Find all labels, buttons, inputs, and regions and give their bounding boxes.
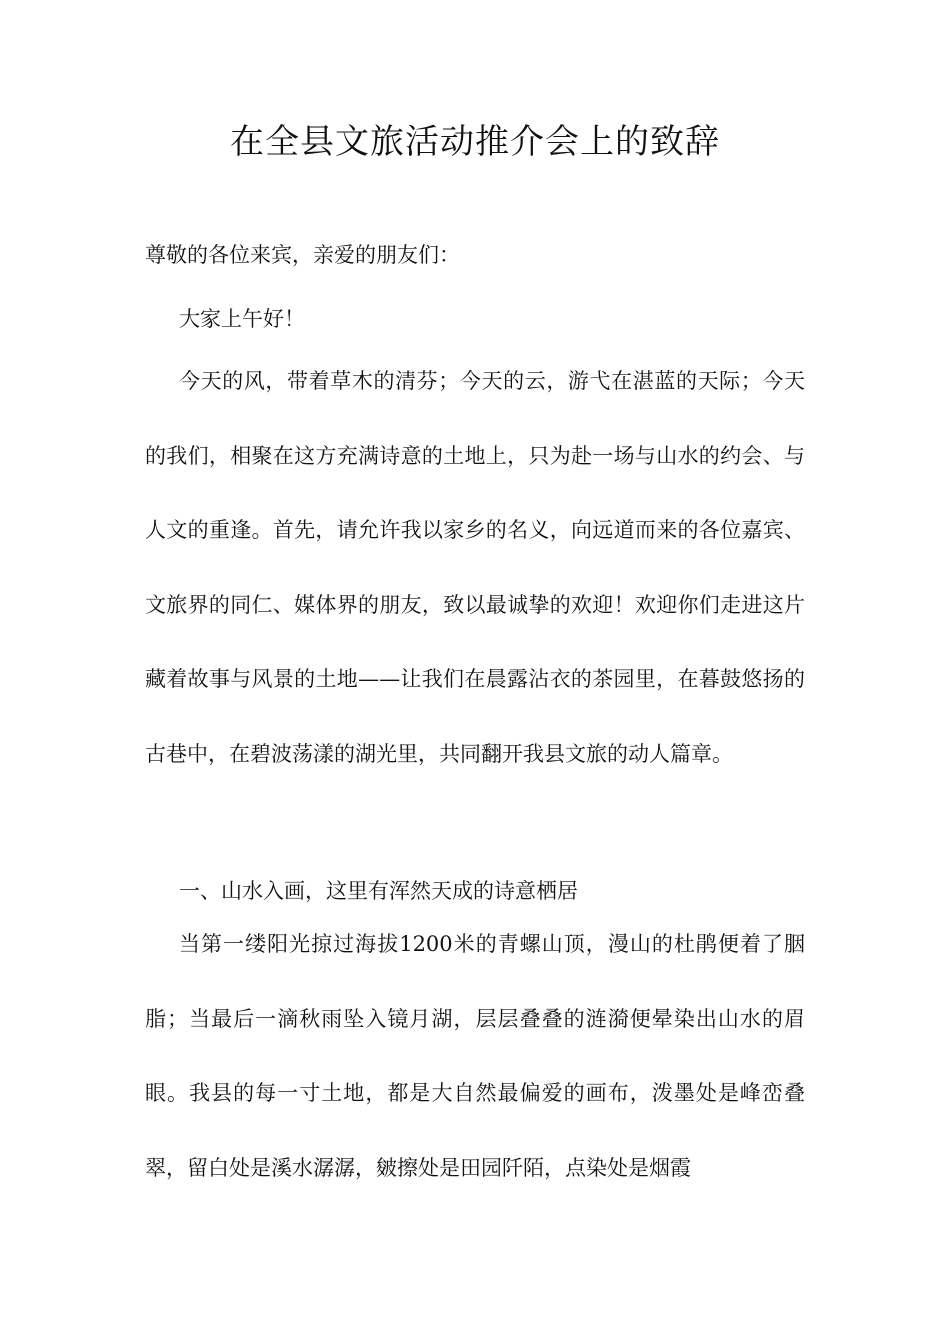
body-paragraph-2: 当第一缕阳光掠过海拔1200米的青螺山顶，漫山的杜鹃便着了胭脂；当最后一滴秋雨坠入镜月湖，层层叠叠的涟漪便晕染出山水的眉眼。我县的每一寸土地，都是大自然最偏爱的画布，泼墨处是峰峦叠翠，留白处是溪水潺潺，皴擦处是田园阡陌，点染处是烟霞 <box>145 932 805 1180</box>
salutation: 尊敬的各位来宾，亲爱的朋友们： <box>145 243 460 267</box>
body-paragraph-1: 今天的风，带着草木的清芬；今天的云，游弋在湛蓝的天际；今天的我们，相聚在这方充满诗意的土地上，只为赴一场与山水的约会、与人文的重逢。首先，请允许我以家乡的名义，向远道而来的各位嘉宾、文旅界的同仁、媒体界的朋友，致以最诚挚的欢迎！欢迎你们走进这片藏着故事与风景的土地——让我们在晨露沾衣的茶园里，在暮鼓悠扬的古巷中，在碧波荡漾的湖光里，共同翻开我县文旅的动人篇章。 <box>145 369 805 766</box>
page-title: 在全县文旅活动推介会上的致辞 <box>230 122 720 162</box>
section-heading-1: 一、山水入画，这里有浑然天成的诗意栖居 <box>179 879 578 903</box>
greeting: 大家上午好！ <box>179 307 305 331</box>
